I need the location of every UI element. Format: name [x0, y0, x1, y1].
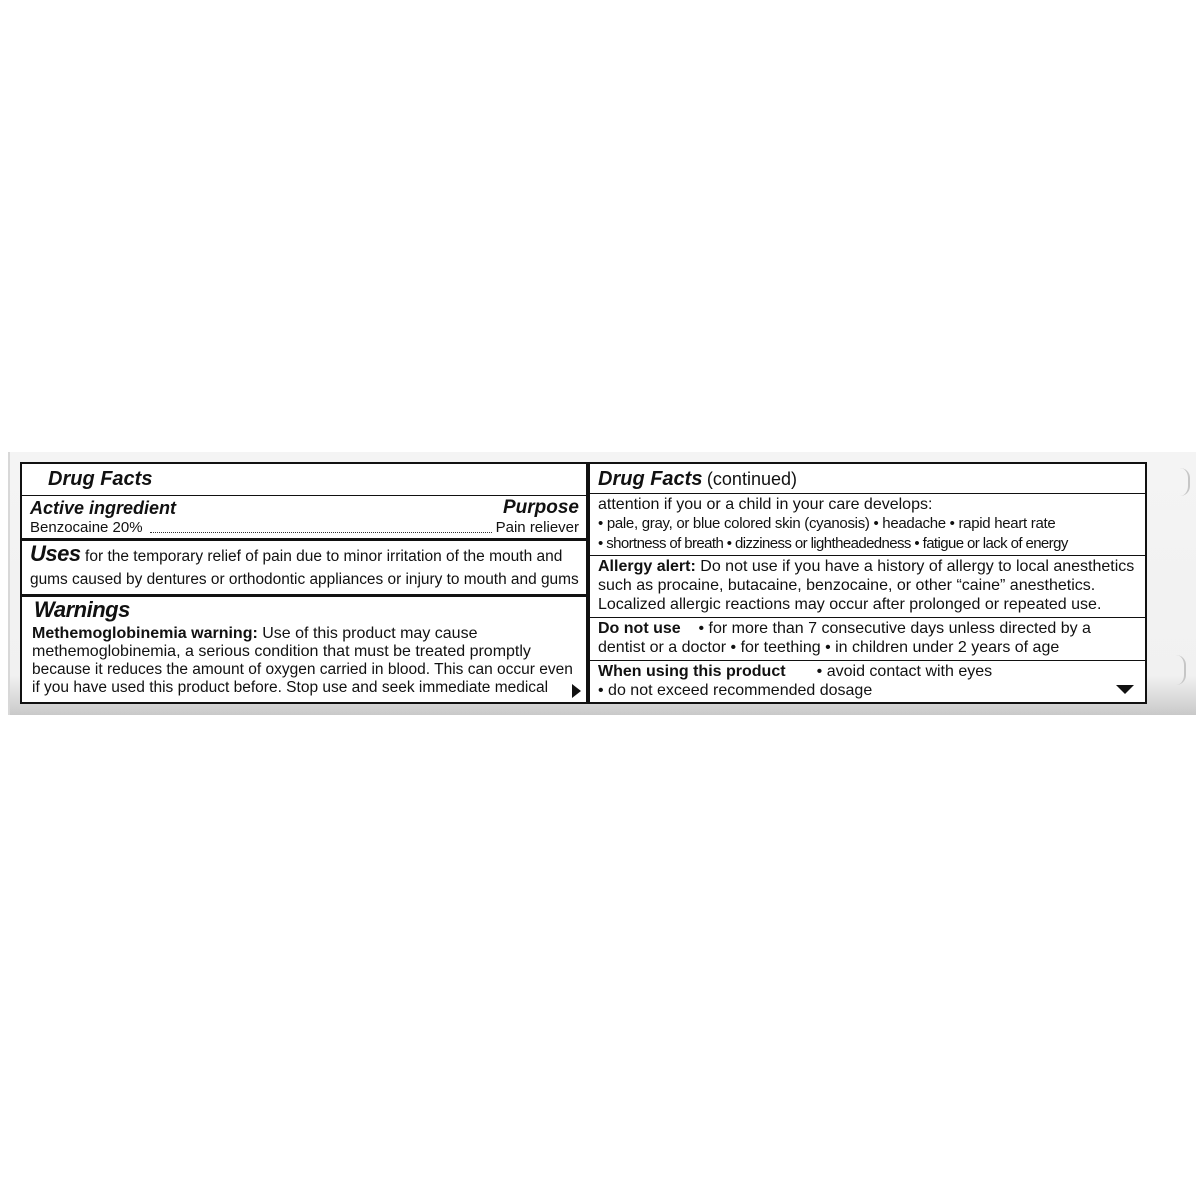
- active-ingredient-heading: Active ingredient: [30, 498, 177, 518]
- methemoglobinemia-label: Methemoglobinemia warning:: [32, 625, 258, 642]
- drug-facts-continued-title: Drug Facts: [598, 468, 703, 490]
- continue-right-icon: [572, 684, 581, 698]
- do-not-use-label: Do not use: [598, 620, 681, 637]
- warning-text-line2: methemoglobinemia, a serious condition that must be treated promptly: [32, 643, 531, 660]
- do-not-use-line2: dentist or a doctor • for teething • in children under 2 years of age: [598, 639, 1060, 656]
- allergy-text-line3: Localized allergic reactions may occur after prolonged or repeated use.: [598, 596, 1102, 613]
- section-divider-allergy: [590, 555, 1145, 556]
- section-divider-uses: [22, 538, 586, 541]
- symptoms-line1: • pale, gray, or blue colored skin (cyanosis) • headache • rapid heart rate: [598, 515, 1056, 532]
- ingredient-name: Benzocaine 20%: [30, 519, 143, 536]
- title-divider-right: [590, 493, 1145, 494]
- leader-dots: [150, 532, 492, 533]
- do-not-use-line1: • for more than 7 consecutive days unless directed by a: [698, 620, 1091, 637]
- drug-facts-panel-right: [588, 462, 1147, 704]
- ingredient-purpose: Pain reliever: [495, 519, 579, 536]
- allergy-text-line1: Do not use if you have a history of allergy to local anesthetics: [700, 558, 1135, 575]
- continue-down-icon: [1116, 685, 1134, 694]
- uses-text-line2: gums caused by dentures or orthodontic appliances or injury to mouth and gums: [30, 571, 579, 588]
- warning-text-line1: Use of this product may cause: [262, 625, 478, 642]
- box-flap-edge-top: [1176, 468, 1190, 496]
- warning-text-line4: if you have used this product before. Stop use and seek immediate medical: [32, 679, 549, 696]
- warning-text-line3: because it reduces the amount of oxygen carried in blood. This can occur even: [32, 661, 573, 678]
- symptoms-line2: • shortness of breath • dizziness or lightheadedness • fatigue or lack of energy: [598, 535, 1068, 552]
- uses-heading: Uses: [30, 541, 81, 566]
- when-using-line1: • avoid contact with eyes: [816, 663, 993, 680]
- title-divider: [22, 495, 586, 496]
- drug-facts-panel-left: [20, 462, 588, 704]
- allergy-alert-label: Allergy alert:: [598, 558, 696, 575]
- when-using-line2: • do not exceed recommended dosage: [598, 682, 873, 699]
- attention-text: attention if you or a child in your care develops:: [598, 496, 933, 513]
- warnings-heading: Warnings: [34, 597, 130, 622]
- when-using-label: When using this product: [598, 663, 786, 680]
- section-divider-donotuse: [590, 617, 1145, 618]
- purpose-heading: Purpose: [502, 497, 579, 518]
- continued-label: (continued): [706, 469, 797, 489]
- box-flap-edge-bottom: [1172, 655, 1186, 685]
- drug-facts-title: Drug Facts: [48, 468, 153, 490]
- section-divider-whenusing: [590, 660, 1145, 661]
- allergy-text-line2: such as procaine, butacaine, benzocaine, or other “caine” anesthetics.: [598, 577, 1096, 594]
- uses-text-line1: for the temporary relief of pain due to minor irritation of the mouth and: [85, 548, 563, 565]
